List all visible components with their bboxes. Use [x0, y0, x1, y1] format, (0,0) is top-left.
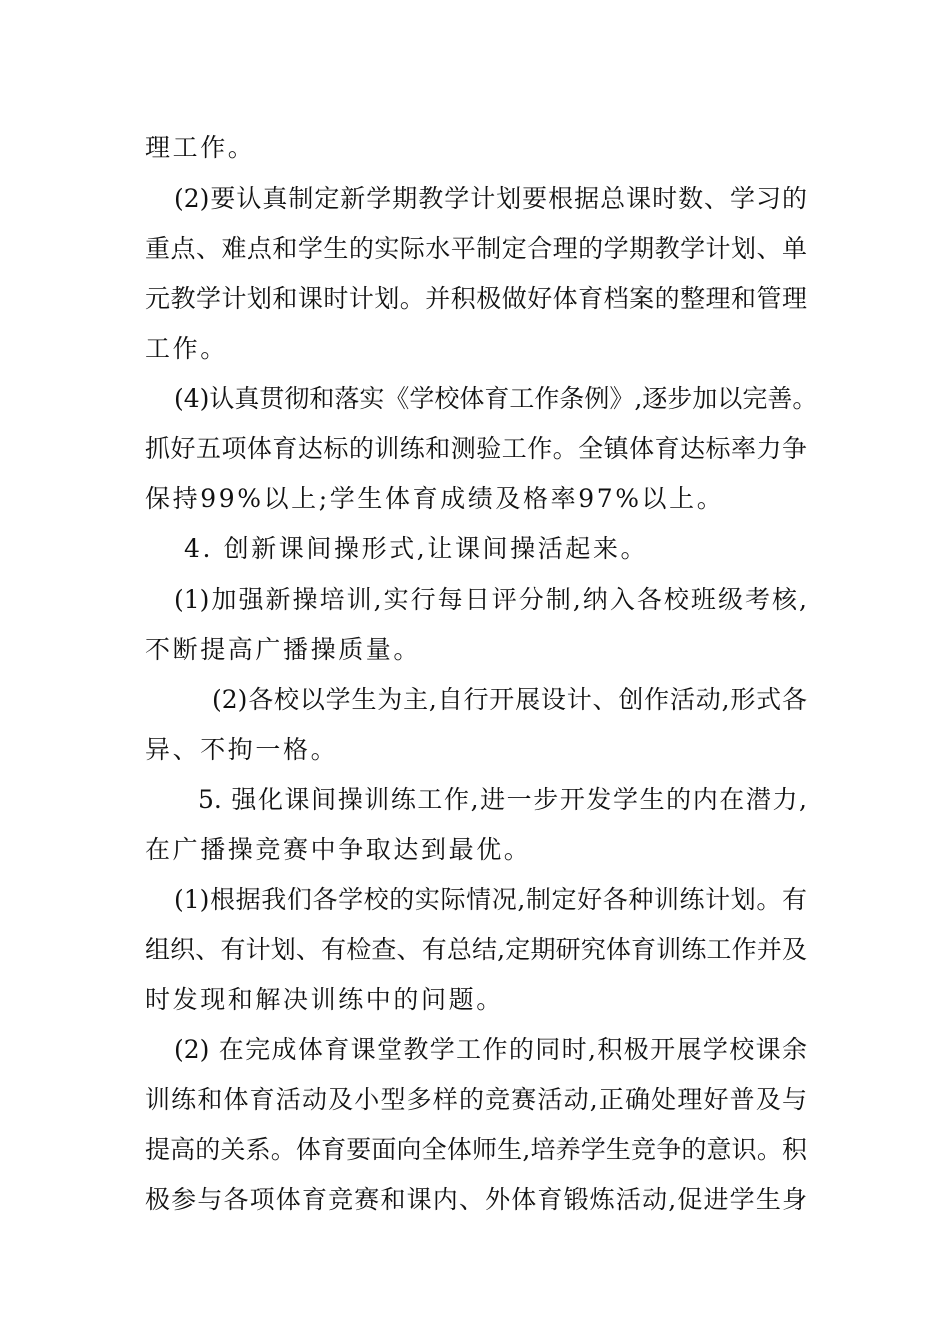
text-line: (2) 在完成体育课堂教学工作的同时,积极开展学校课余	[174, 1035, 807, 1064]
text-line: 保持99%以上;学生体育成绩及格率97%以上。	[145, 484, 725, 513]
text-line: 训练和体育活动及小型多样的竞赛活动,正确处理好普及与	[145, 1085, 807, 1114]
text-line: (4)认真贯彻和落实《学校体育工作条例》,逐步加以完善。	[174, 384, 818, 413]
text-line: 工作。	[145, 334, 228, 363]
text-line: 理工作。	[145, 133, 256, 162]
text-line: 4. 创新课间操形式,让课间操活起来。	[184, 534, 649, 563]
text-line: (1)加强新操培训,实行每日评分制,纳入各校班级考核,	[174, 585, 807, 614]
text-line: 极参与各项体育竞赛和课内、外体育锻炼活动,促进学生身	[145, 1185, 807, 1214]
text-line: 提高的关系。体育要面向全体师生,培养学生竞争的意识。积	[145, 1135, 807, 1164]
text-line: 元教学计划和课时计划。并积极做好体育档案的整理和管理	[145, 284, 807, 313]
text-line: 5. 强化课间操训练工作,进一步开发学生的内在潜力,	[198, 785, 807, 814]
text-line: 组织、有计划、有检查、有总结,定期研究体育训练工作并及	[145, 935, 807, 964]
text-line: 抓好五项体育达标的训练和测验工作。全镇体育达标率力争	[145, 434, 807, 463]
text-line: 时发现和解决训练中的问题。	[145, 985, 504, 1014]
text-line: (1)根据我们各学校的实际情况,制定好各种训练计划。有	[174, 885, 807, 914]
text-line: 不断提高广播操质量。	[145, 635, 422, 664]
text-line: 异、不拘一格。	[145, 735, 339, 764]
text-line: 重点、难点和学生的实际水平制定合理的学期教学计划、单	[145, 234, 807, 263]
text-line: (2)各校以学生为主,自行开展设计、创作活动,形式各	[212, 685, 807, 714]
text-line: 在广播操竞赛中争取达到最优。	[145, 835, 532, 864]
text-line: (2)要认真制定新学期教学计划要根据总课时数、学习的	[174, 184, 807, 213]
